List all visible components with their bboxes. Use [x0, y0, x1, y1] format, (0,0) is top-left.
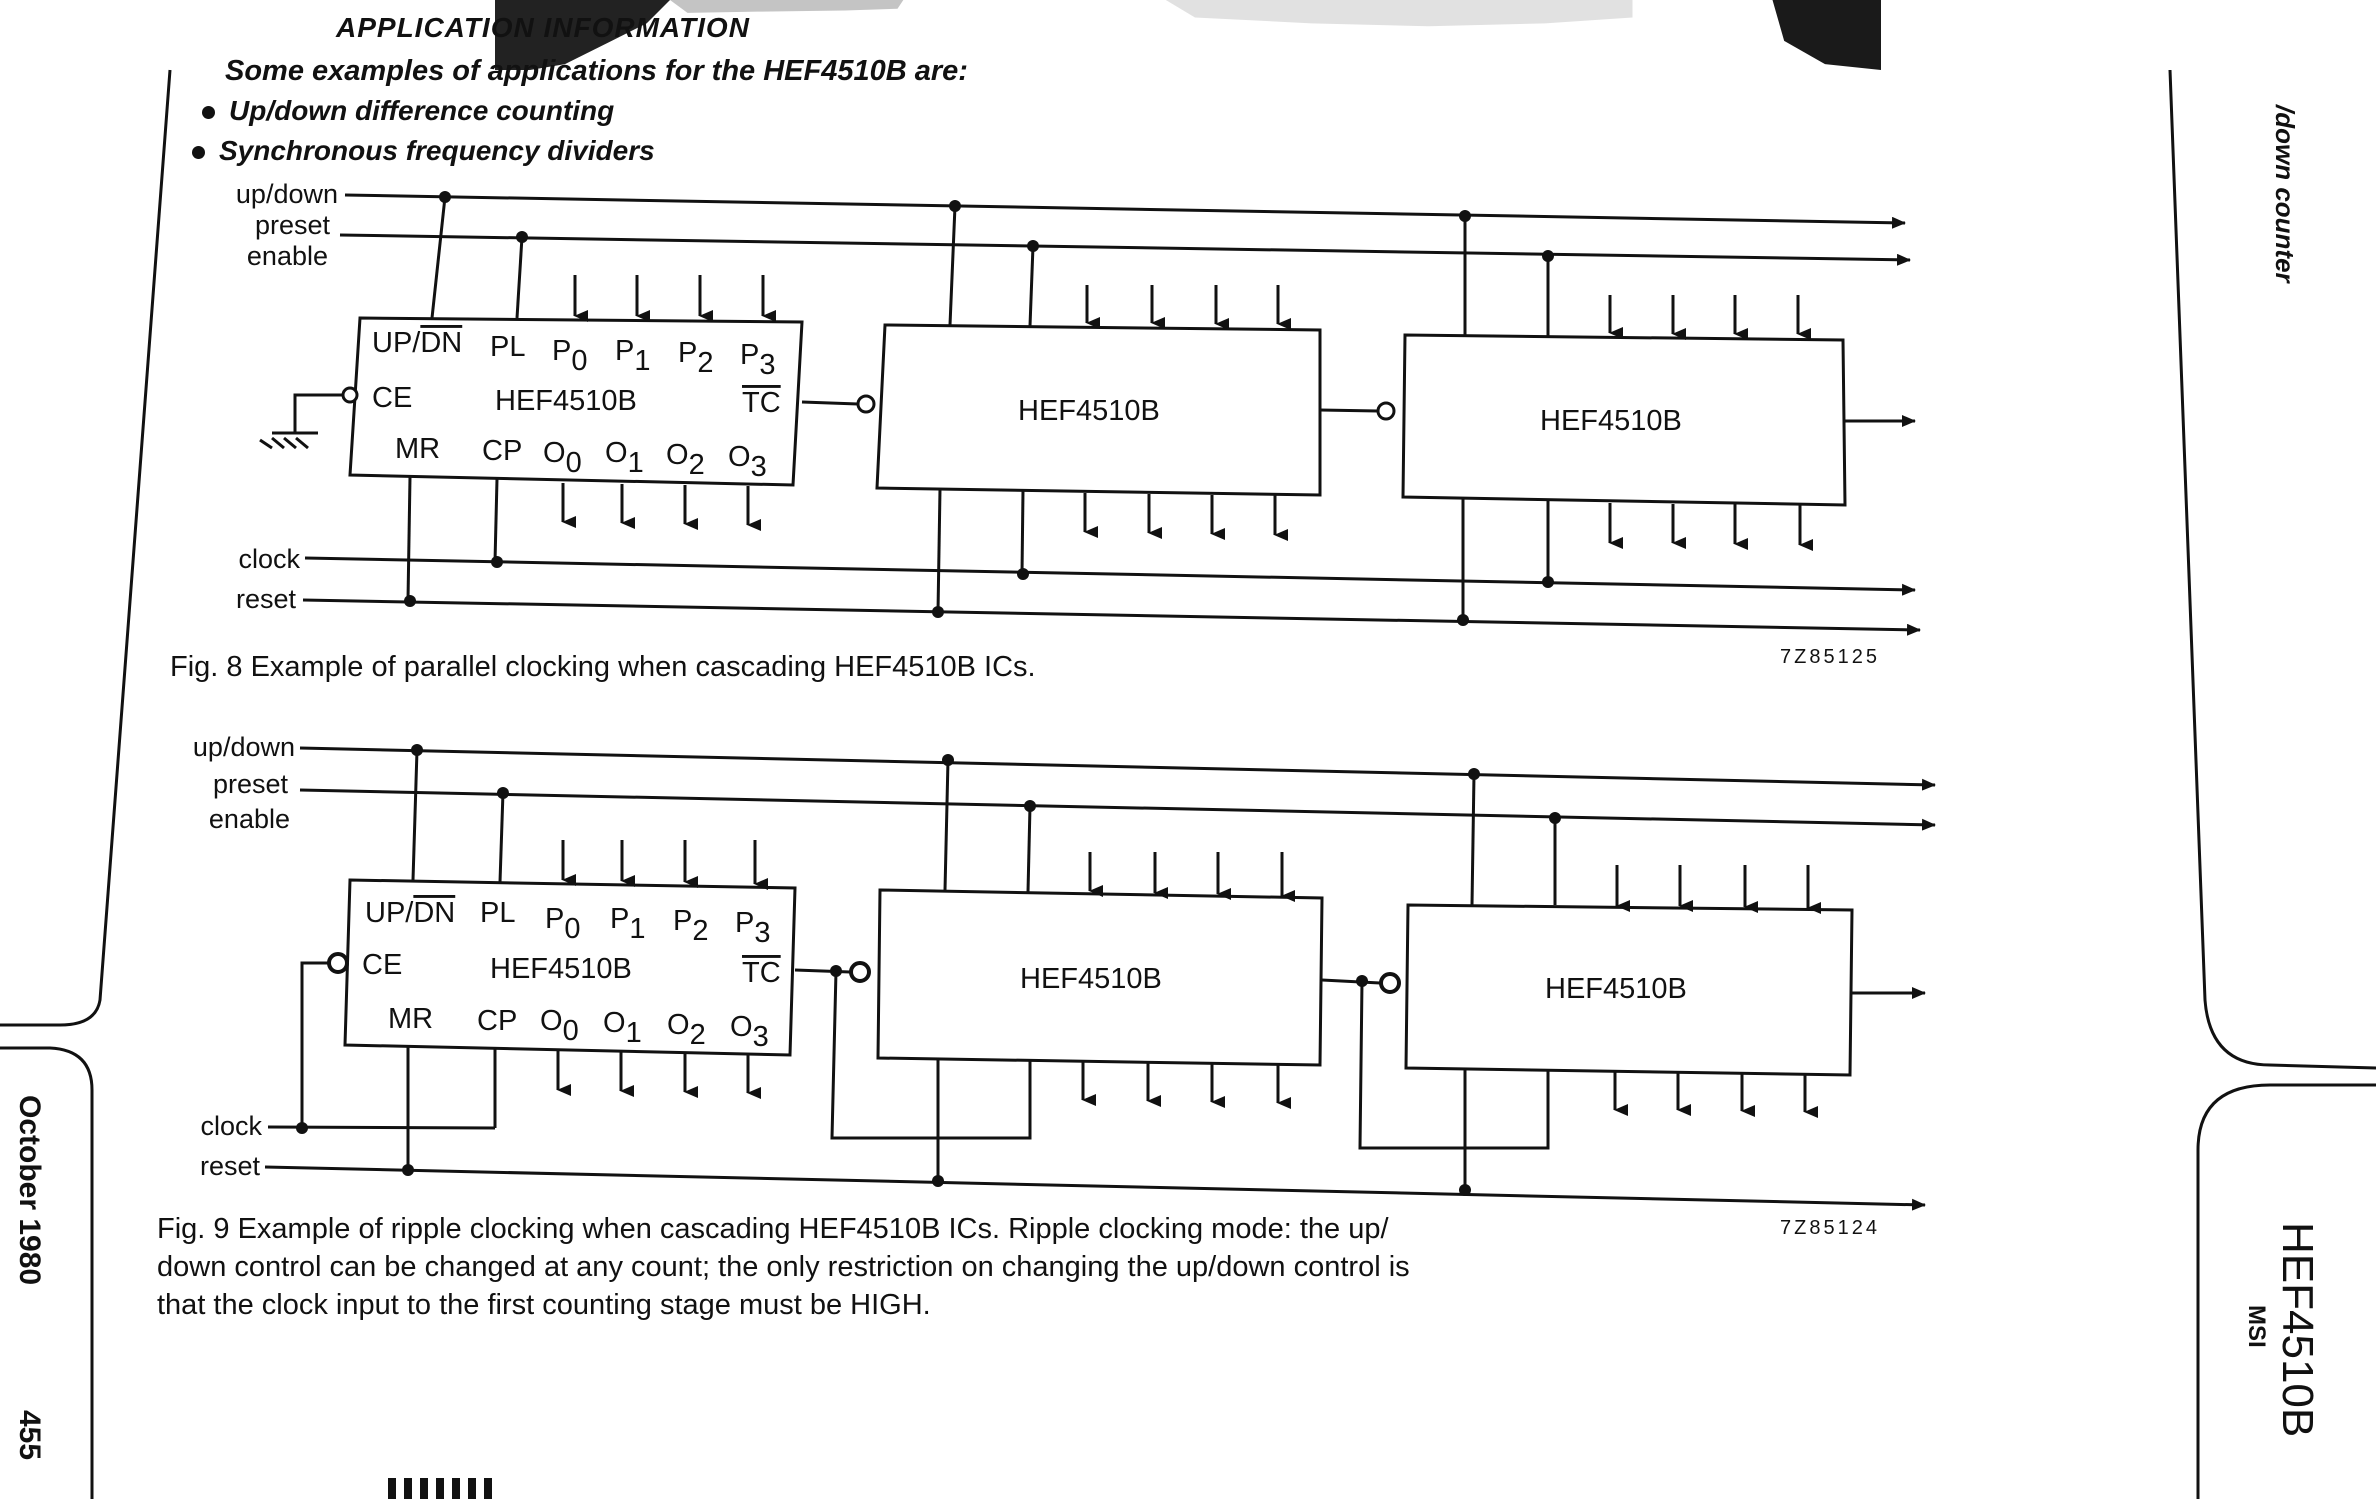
bullet-item: Up/down difference counting	[202, 95, 614, 127]
svg-text:P0: P0	[545, 903, 581, 945]
fig8-caption: Fig. 8 Example of parallel clocking when cascading HEF4510B ICs.	[170, 651, 1036, 683]
svg-text:P1: P1	[610, 903, 646, 945]
svg-text:P2: P2	[678, 337, 714, 379]
svg-text:clock: clock	[238, 544, 300, 574]
page-number: 455	[13, 1410, 46, 1461]
svg-text:O0: O0	[543, 437, 582, 479]
svg-text:O3: O3	[730, 1011, 769, 1053]
svg-text:PL: PL	[490, 331, 526, 363]
svg-text:P3: P3	[740, 339, 776, 381]
fig8-code: 7Z85125	[1780, 646, 1880, 668]
svg-text:HEF4510B: HEF4510B	[490, 953, 632, 985]
svg-text:PL: PL	[480, 897, 516, 929]
svg-text:CE: CE	[362, 949, 403, 981]
intro-text: Some examples of applications for the HEF4510B are:	[225, 55, 968, 87]
side-date: October 1980	[13, 1095, 46, 1286]
fig9-caption: Fig. 9 Example of ripple clocking when cascading HEF4510B ICs. Ripple clocking mode: the up/ down control can be changed at any count; the only restriction on changing the up/down control is that the clock input to the first counting stage must be HIGH.	[157, 1213, 1410, 1321]
svg-text:O1: O1	[605, 437, 644, 479]
barcode-marks	[388, 1478, 498, 1499]
svg-text:O1: O1	[603, 1007, 642, 1049]
svg-text:up/down: up/down	[192, 732, 295, 762]
svg-text:enable: enable	[246, 241, 328, 271]
svg-text:reset: reset	[235, 584, 296, 614]
svg-text:O2: O2	[666, 439, 705, 481]
section-title: APPLICATION INFORMATION	[336, 12, 750, 43]
svg-text:O0: O0	[540, 1005, 579, 1047]
svg-text:CP: CP	[477, 1005, 518, 1037]
svg-text:preset: preset	[254, 210, 330, 240]
svg-text:HEF4510B: HEF4510B	[1540, 405, 1682, 437]
svg-text:CP: CP	[482, 435, 523, 467]
side-msi: MSI	[2243, 1305, 2270, 1348]
svg-text:P2: P2	[673, 905, 709, 947]
svg-text:UP/DN: UP/DN	[372, 327, 463, 359]
svg-text:HEF4510B: HEF4510B	[1545, 973, 1687, 1005]
svg-text:reset: reset	[199, 1151, 260, 1181]
fig9-code: 7Z85124	[1780, 1217, 1880, 1239]
svg-text:CE: CE	[372, 382, 413, 414]
svg-text:enable: enable	[208, 804, 290, 834]
svg-text:HEF4510B: HEF4510B	[1018, 395, 1160, 427]
bullet-item: Synchronous frequency dividers	[192, 135, 655, 167]
svg-text:HEF4510B: HEF4510B	[495, 385, 637, 417]
svg-text:UP/DN: UP/DN	[365, 897, 456, 929]
svg-text:P0: P0	[552, 335, 588, 377]
svg-text:P1: P1	[615, 335, 651, 377]
svg-text:MR: MR	[395, 433, 441, 465]
svg-text:O2: O2	[667, 1009, 706, 1051]
svg-text:TC: TC	[742, 387, 781, 419]
svg-text:up/down: up/down	[235, 179, 338, 209]
svg-text:P3: P3	[735, 907, 771, 949]
side-title-top: /down counter	[2270, 105, 2300, 283]
svg-text:HEF4510B: HEF4510B	[1020, 963, 1162, 995]
svg-text:TC: TC	[742, 957, 781, 989]
side-part-number: HEF4510B	[2273, 1222, 2322, 1438]
svg-text:preset: preset	[212, 769, 288, 799]
svg-text:clock: clock	[200, 1111, 262, 1141]
svg-text:MR: MR	[388, 1003, 434, 1035]
svg-text:O3: O3	[728, 441, 767, 483]
